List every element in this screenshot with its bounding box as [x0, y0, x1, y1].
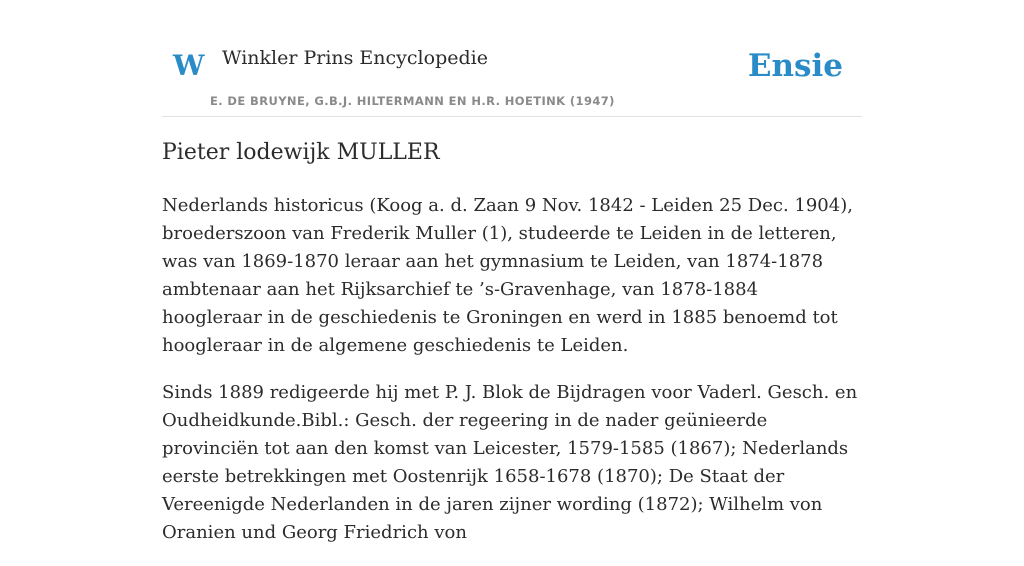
site-title[interactable]: Winkler Prins Encyclopedie — [222, 47, 488, 69]
authors-subtitle: E. DE BRUYNE, G.B.J. HILTERMANN EN H.R. HOETINK (1947) — [210, 94, 615, 108]
site-logo-icon[interactable]: W — [173, 49, 205, 82]
article-paragraph: Nederlands historicus (Koog a. d. Zaan 9 Nov. 1842 - Leiden 25 Dec. 1904), broederszoon van Frederik Muller (1), studeerde te Leiden in de letteren, was van 1869-1870 leraar aan het gymnasium te Leiden, van 1874-1878 ambtenaar aan het Rijksarchief te ’s-Gravenhage, van 1878-1884 hoogleraar in de geschiedenis te Groningen en werd in 1885 benoemd tot hoogleraar in de algemene geschiedenis te Leiden. — [162, 195, 853, 356]
brand-logo[interactable]: Ensie — [747, 48, 843, 84]
site-header — [162, 38, 862, 117]
article-body — [162, 192, 862, 566]
article-paragraph: Sinds 1889 redigeerde hij met P. J. Blok de Bijdragen voor Vaderl. Gesch. en Oudheidkunde.Bibl.: Gesch. der regeering in de nader geünieerde provinciën tot aan den komst van Leicester, 1579-1585 (1867); Nederlands eerste betrekkingen met Oostenrijk 1658-1678 (1870); De Staat der Vereenigde Nederlanden in de jaren zijner wording (1872); Wilhelm von Oranien und Georg Friedrich von — [162, 382, 858, 543]
article-title: Pieter lodewijk MULLER — [162, 140, 440, 165]
